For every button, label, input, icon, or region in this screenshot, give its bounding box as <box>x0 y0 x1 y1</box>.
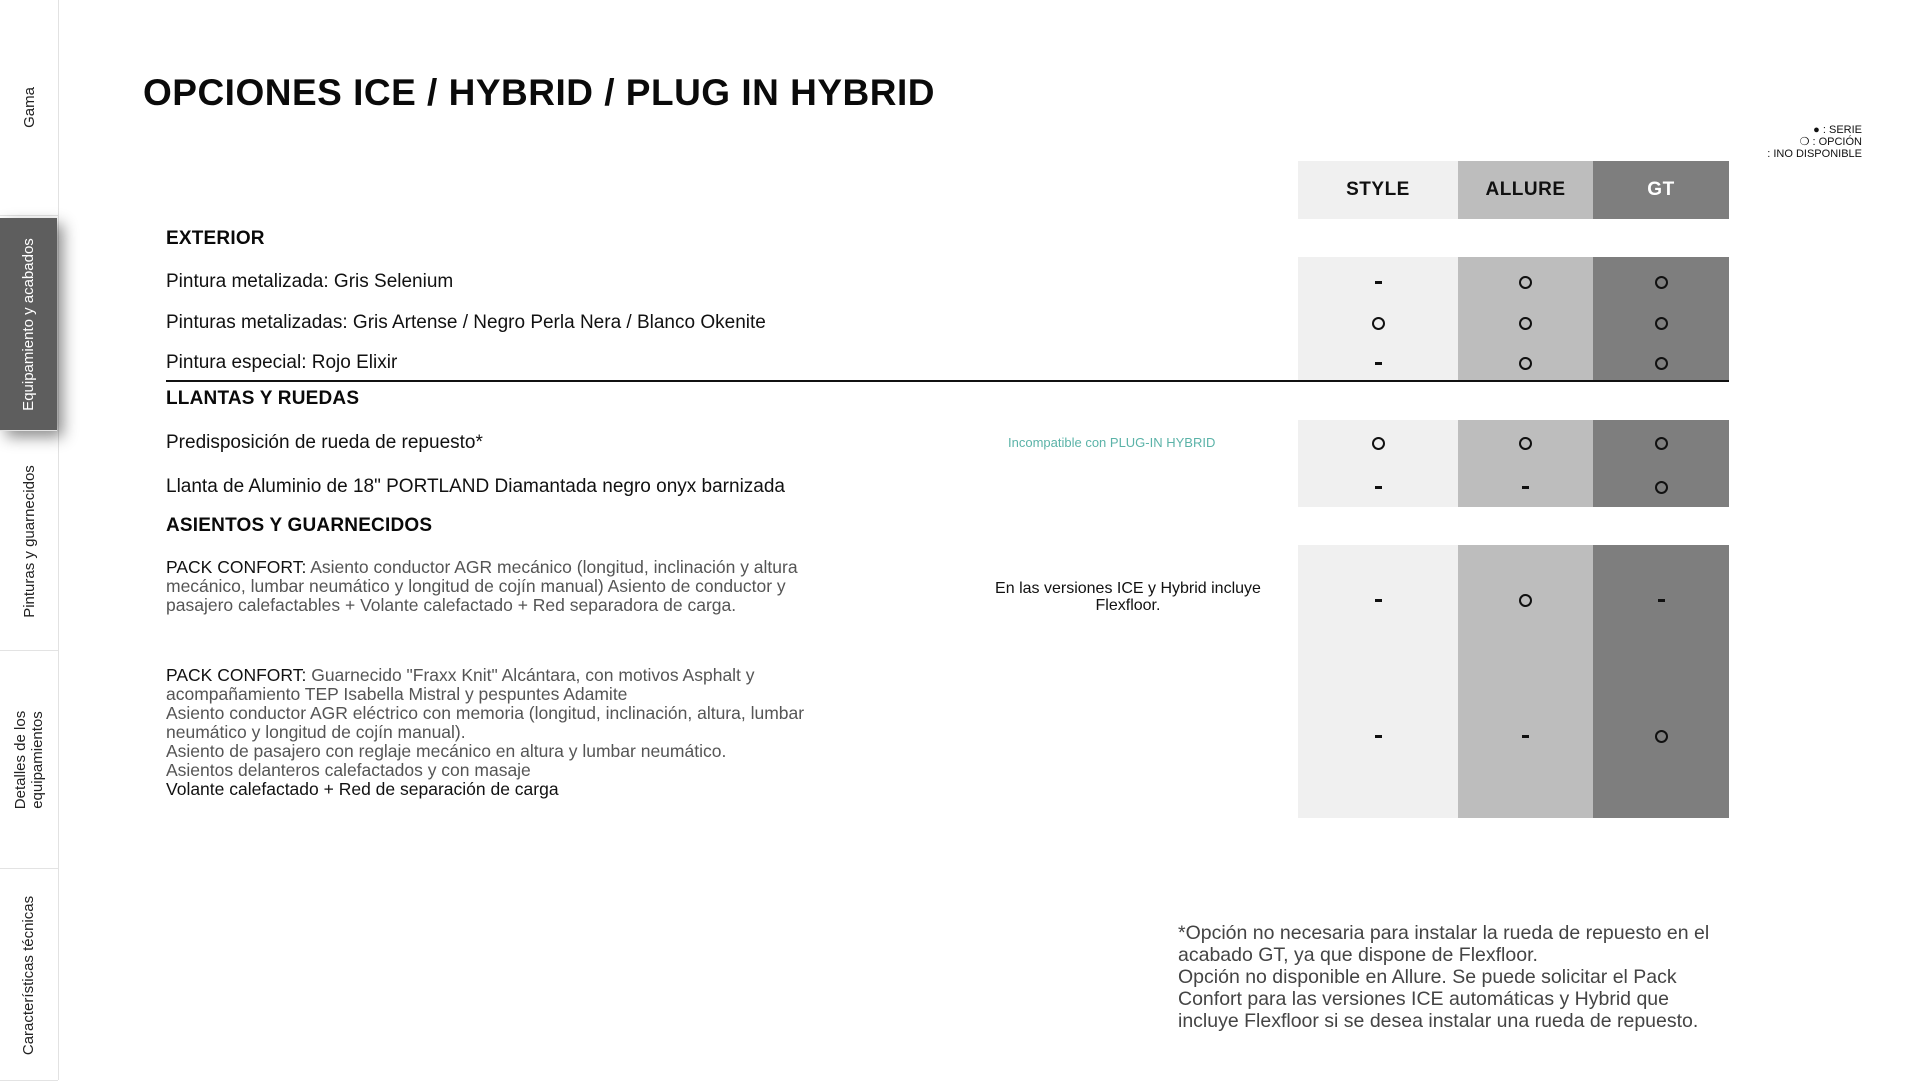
pack-confort-2-line7: Volante calefactado + Red de separación de carga <box>166 779 559 799</box>
pack-confort-2-line5: Asiento de pasajero con reglaje mecánico en altura y lumbar neumático. <box>166 741 727 761</box>
pack-confort-1-head: PACK CONFORT: <box>166 557 307 577</box>
table-row-llanta-portland <box>166 469 1729 505</box>
pack-confort-2-line1: Guarnecido "Fraxx Knit" Alcántara, con motivos Asphalt y <box>306 665 755 685</box>
section-title-llantas: LLANTAS Y RUEDAS <box>166 388 360 409</box>
footnote-line4: Confort para las versiones ICE automáticas y Hybrid que <box>1178 988 1669 1010</box>
footnote-line3: Opción no disponible en Allure. Se puede solicitar el Pack <box>1178 966 1677 988</box>
option-circle-icon <box>1519 276 1532 289</box>
table-row-gris-selenium <box>166 264 1729 300</box>
pack-confort-2-head: PACK CONFORT: <box>166 665 307 685</box>
cell-allure <box>1458 716 1593 756</box>
cell-allure <box>1458 469 1593 505</box>
option-circle-icon <box>1372 317 1385 330</box>
nav-tab-detalles[interactable] <box>0 652 58 869</box>
cell-style <box>1298 580 1458 620</box>
nav-tab-pinturas-label: Pinturas y guarnecidos <box>20 464 38 618</box>
cell-allure <box>1458 305 1593 341</box>
table-row-rueda-repuesto <box>166 425 1729 461</box>
section-title-asientos: ASIENTOS Y GUARNECIDOS <box>166 515 433 536</box>
table-row-pinturas-metalizadas <box>166 305 1729 341</box>
nav-tab-caracteristicas-label: Características técnicas <box>20 895 38 1055</box>
row-label: Pintura metalizada: Gris Selenium <box>166 271 454 292</box>
cell-gt <box>1593 264 1729 300</box>
table-row-pack-confort-2 <box>166 716 1729 756</box>
option-circle-icon <box>1519 357 1532 370</box>
row-label: Llanta de Aluminio de 18" PORTLAND Diamantada negro onyx barnizada <box>166 476 785 497</box>
not-available-dash-icon <box>1522 486 1529 489</box>
option-circle-icon <box>1655 730 1668 743</box>
nav-tab-detalles-label <box>12 711 46 809</box>
footnote <box>1178 922 1838 1032</box>
not-available-dash-icon <box>1375 486 1382 489</box>
option-circle-icon <box>1519 437 1532 450</box>
not-available-dash-icon <box>1375 362 1382 365</box>
side-navigation <box>0 0 59 1080</box>
incompatible-note: Incompatible con PLUG-IN HYBRID <box>1008 435 1216 450</box>
cell-style <box>1298 425 1458 461</box>
footnote-line1: *Opción no necesaria para instalar la rueda de repuesto en el <box>1178 922 1710 944</box>
page-title: OPCIONES ICE / HYBRID / PLUG IN HYBRID <box>143 72 935 113</box>
column-header-gt: GT <box>1593 161 1729 219</box>
legend-serie: ● : SERIE <box>1813 124 1862 136</box>
cell-allure <box>1458 345 1593 381</box>
option-circle-icon <box>1655 317 1668 330</box>
nav-tab-pinturas[interactable] <box>0 432 58 651</box>
nav-tab-gama-label: Gama <box>20 87 38 128</box>
nav-tab-caracteristicas[interactable] <box>0 870 58 1081</box>
pack-confort-2-line2: acompañamiento TEP Isabella Mistral y pespuntes Adamite <box>166 684 628 704</box>
cell-gt <box>1593 469 1729 505</box>
nav-tab-equipamiento-label: Equipamiento y acabados <box>20 237 37 411</box>
cell-style <box>1298 264 1458 300</box>
cell-allure <box>1458 425 1593 461</box>
row-label: Pintura especial: Rojo Elixir <box>166 352 398 373</box>
cell-gt <box>1593 345 1729 381</box>
not-available-dash-icon <box>1375 735 1382 738</box>
nav-tab-detalles-line2: equipamientos <box>29 711 47 809</box>
cell-style <box>1298 345 1458 381</box>
column-header-style: STYLE <box>1298 161 1458 219</box>
cell-style <box>1298 469 1458 505</box>
option-circle-icon <box>1655 276 1668 289</box>
pack-confort-1-line2: mecánico, lumbar neumático y longitud de cojín manual) Asiento de conductor y <box>166 576 786 596</box>
option-circle-icon <box>1655 481 1668 494</box>
cell-allure <box>1458 264 1593 300</box>
row-label: Predisposición de rueda de repuesto* <box>166 432 483 453</box>
option-circle-icon <box>1655 357 1668 370</box>
section-title-exterior: EXTERIOR <box>166 228 265 249</box>
footnote-line2: acabado GT, ya que dispone de Flexfloor. <box>1178 944 1538 966</box>
column-header-allure: ALLURE <box>1458 161 1593 219</box>
table-row-rojo-elixir <box>166 345 1729 381</box>
pack-confort-1-line3: pasajero calefactables + Volante calefactado + Red separadora de carga. <box>166 595 737 615</box>
cell-gt <box>1593 305 1729 341</box>
cell-style <box>1298 305 1458 341</box>
legend-no-disponible: : INO DISPONIBLE <box>1767 148 1862 160</box>
nav-tab-equipamiento[interactable] <box>0 218 57 431</box>
section-divider <box>166 380 1729 382</box>
row-label: Pinturas metalizadas: Gris Artense / Negro Perla Nera / Blanco Okenite <box>166 312 766 333</box>
cell-gt <box>1593 580 1729 620</box>
footnote-line5: incluye Flexfloor si se desea instalar una rueda de repuesto. <box>1178 1010 1699 1032</box>
pack-confort-2-line4: neumático y longitud de cojín manual). <box>166 722 466 742</box>
cell-style <box>1298 716 1458 756</box>
pack-confort-2-line3: Asiento conductor AGR eléctrico con memoria (longitud, inclinación, altura, lumbar <box>166 703 805 723</box>
not-available-dash-icon <box>1522 735 1529 738</box>
legend-opcion: ❍ : OPCIÓN <box>1799 136 1862 148</box>
nav-tab-gama[interactable] <box>0 0 58 216</box>
cell-allure <box>1458 580 1593 620</box>
ice-hybrid-note-line2: Flexfloor. <box>1095 597 1161 614</box>
pack-confort-1-line1: Asiento conductor AGR mecánico (longitud, inclinación y altura <box>306 557 798 577</box>
cell-gt <box>1593 716 1729 756</box>
not-available-dash-icon <box>1375 281 1382 284</box>
pack-confort-2-line6: Asientos delanteros calefactados y con masaje <box>166 760 531 780</box>
table-row-pack-confort-1 <box>166 580 1729 620</box>
not-available-dash-icon <box>1375 599 1382 602</box>
option-circle-icon <box>1519 594 1532 607</box>
nav-tab-detalles-line1: Detalles de los <box>12 710 30 810</box>
legend <box>1767 124 1862 160</box>
cell-gt <box>1593 425 1729 461</box>
not-available-dash-icon <box>1658 599 1665 602</box>
ice-hybrid-note-line1: En las versiones ICE y Hybrid incluye <box>995 580 1261 597</box>
option-circle-icon <box>1519 317 1532 330</box>
option-circle-icon <box>1655 437 1668 450</box>
option-circle-icon <box>1372 437 1385 450</box>
